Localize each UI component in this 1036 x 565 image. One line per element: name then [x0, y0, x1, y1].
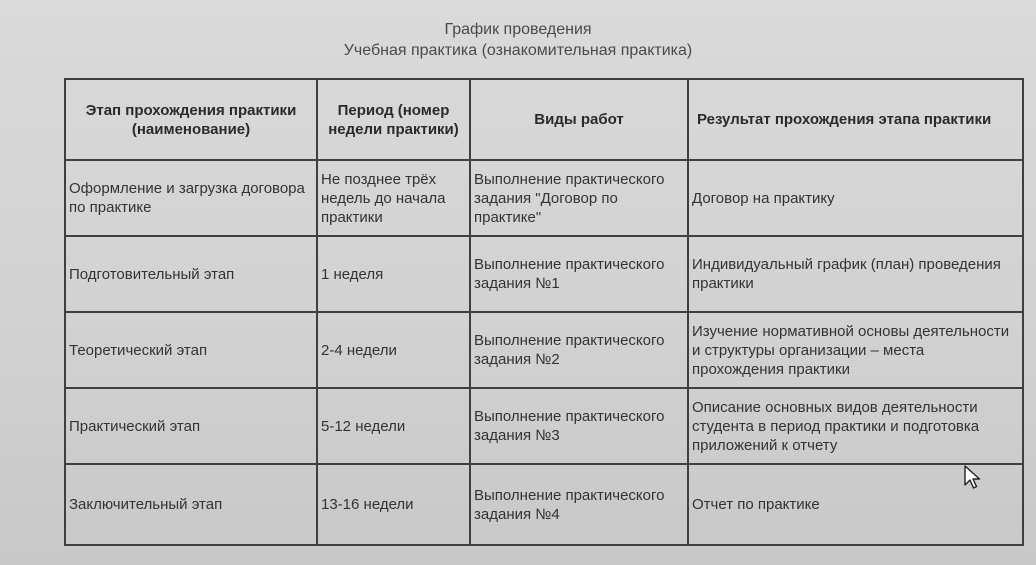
cell-stage: Практический этап — [65, 388, 317, 464]
column-header-work: Виды работ — [470, 79, 688, 160]
cell-result: Договор на практику — [688, 160, 1023, 236]
schedule-table — [64, 78, 1024, 546]
cell-result: Индивидуальный график (план) проведения практики — [688, 236, 1023, 312]
document-title: График проведения — [444, 21, 592, 38]
table-row — [65, 464, 1023, 545]
cell-result: Отчет по практике — [688, 464, 1023, 545]
table-row — [65, 236, 1023, 312]
cell-stage: Заключительный этап — [65, 464, 317, 545]
cell-work: Выполнение практического задания №1 — [470, 236, 688, 312]
table-row — [65, 388, 1023, 464]
cell-result: Изучение нормативной основы деятельности и структуры организации – места прохождения практики — [688, 312, 1023, 388]
mouse-pointer-icon — [963, 465, 981, 491]
cell-period: 2-4 недели — [317, 312, 470, 388]
cell-work: Выполнение практического задания №4 — [470, 464, 688, 545]
cell-work: Выполнение практического задания №2 — [470, 312, 688, 388]
cell-work: Выполнение практического задания №3 — [470, 388, 688, 464]
cell-period: 13-16 недели — [317, 464, 470, 545]
column-header-stage: Этап прохождения практики (наименование) — [65, 79, 317, 160]
table-row — [65, 312, 1023, 388]
cell-stage: Теоретический этап — [65, 312, 317, 388]
cell-period: 5-12 недели — [317, 388, 470, 464]
table-row — [65, 160, 1023, 236]
cell-result: Описание основных видов деятельности студента в период практики и подготовка приложений к отчету — [688, 388, 1023, 464]
cell-stage: Оформление и загрузка договора по практике — [65, 160, 317, 236]
column-header-period: Период (номер недели практики) — [317, 79, 470, 160]
table-header-row — [65, 79, 1023, 160]
column-header-result: Результат прохождения этапа практики — [688, 79, 1023, 160]
cell-work: Выполнение практического задания "Договор по практике" — [470, 160, 688, 236]
cell-period: 1 неделя — [317, 236, 470, 312]
cell-period: Не позднее трёх недель до начала практики — [317, 160, 470, 236]
document-subtitle: Учебная практика (ознакомительная практика) — [343, 42, 693, 59]
cell-stage: Подготовительный этап — [65, 236, 317, 312]
